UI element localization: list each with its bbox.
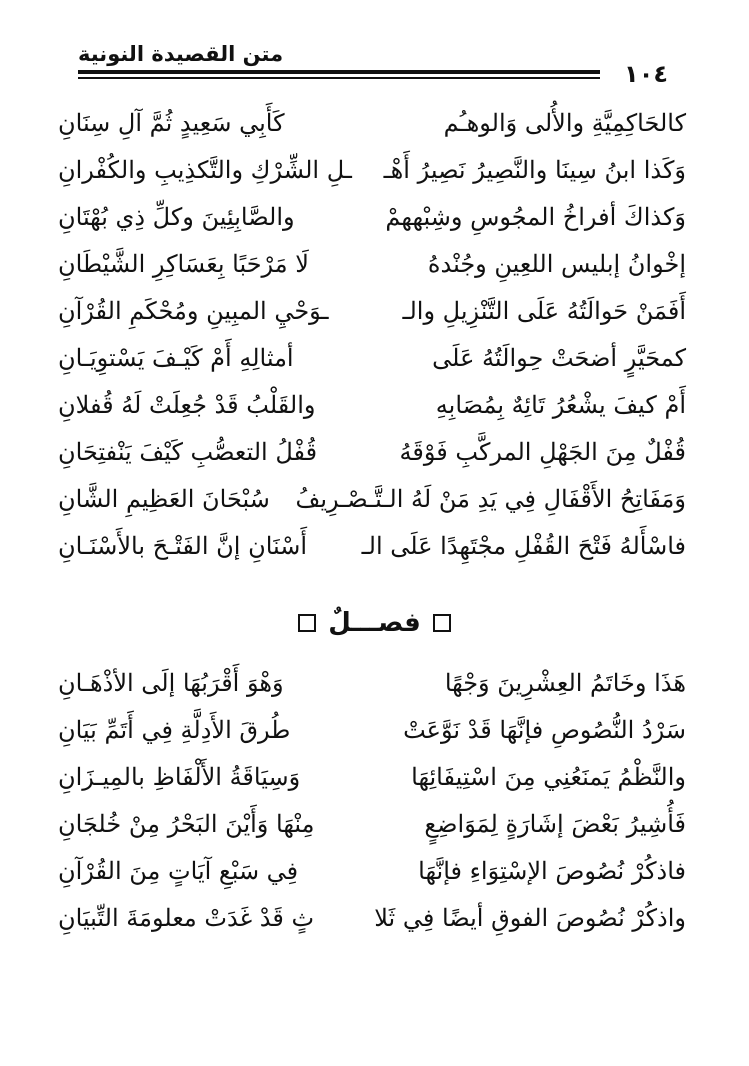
verse-line — [58, 382, 686, 429]
verse-second-hemistich: والصَّابِئِينَ وكلِّ ذِي بُهْتَانِ — [58, 203, 295, 231]
verse-line — [58, 100, 686, 147]
verse-second-hemistich: مِنْهَا وَأَيْنَ البَحْرُ مِنْ خُلجَانِ — [58, 810, 315, 838]
verse-second-hemistich: كَأَبِي سَعِيدٍ ثُمَّ آلِ سِنَانِ — [58, 109, 285, 137]
verse-second-hemistich: وَهْوَ أَقْرَبُهَا إلَى الأذْهَـانِ — [58, 669, 284, 697]
verse-line — [58, 660, 686, 707]
header-rule-thin — [78, 77, 600, 79]
poem-verses-bottom — [58, 660, 686, 942]
verse-second-hemistich: لَا مَرْحَبًا بِعَسَاكِرِ الشَّيْطَانِ — [58, 250, 309, 278]
verse-line — [58, 288, 686, 335]
verse-first-hemistich: فَأُشِيرُ بَعْضَ إشَارَةٍ لِمَوَاضِعٍ — [424, 810, 686, 838]
verse-line — [58, 241, 686, 288]
verse-first-hemistich: وَكَذا ابنُ سِينَا والنَّصِيرُ نَصِيرُ أَهْـ — [383, 156, 686, 184]
book-title: متن القصيدة النونية — [78, 42, 284, 66]
square-ornament-icon — [298, 614, 316, 632]
verse-line — [58, 523, 686, 570]
verse-second-hemistich: وَسِيَاقَةُ الأَلْفَاظِ بالمِيـزَانِ — [58, 763, 301, 791]
verse-first-hemistich: كالحَاكِمِيَّةِ والأُلى وَالوهـُم — [443, 109, 686, 137]
verse-second-hemistich: ثٍ قَدْ غَدَتْ معلومَةَ التِّبيَانِ — [58, 904, 315, 932]
verse-first-hemistich: قُفْلٌ مِنَ الجَهْلِ المركَّبِ فَوْقَهُ — [399, 438, 686, 466]
verse-second-hemistich: طُرقَ الأَدِلَّةِ فِي أَتَمِّ بَيَانِ — [58, 716, 291, 744]
page-header — [78, 42, 668, 88]
verse-line — [58, 335, 686, 382]
section-title: فصـــلٌ — [328, 608, 421, 638]
verse-line — [58, 476, 686, 523]
verse-first-hemistich: هَذَا وخَاتَمُ العِشْرِينَ وَجْهًا — [444, 669, 686, 697]
verse-line — [58, 707, 686, 754]
page-number: ١٠٤ — [624, 60, 668, 88]
verse-first-hemistich: واذكُرْ نُصُوصَ الفوقِ أيضًا فِي ثَلا — [374, 904, 686, 932]
verse-first-hemistich: وَمَفَاتِحُ الأَقْفَالِ فِي يَدِ مَنْ لَهُ الـتَّـصْـرِيفُ — [295, 485, 686, 513]
verse-first-hemistich: كمحَيَّرٍ أضحَتْ حِوالَتُهُ عَلَى — [432, 344, 686, 372]
verse-second-hemistich: ـوَحْيِ المبِينِ ومُحْكَمِ القُرْآنِ — [58, 297, 329, 325]
verse-second-hemistich: والقَلْبُ قَدْ جُعِلَتْ لَهُ قُفلانِ — [58, 391, 316, 419]
verse-first-hemistich: فاذكُرْ نُصُوصَ الإسْتِوَاءِ فإنَّهَا — [418, 857, 686, 885]
verse-line — [58, 754, 686, 801]
verse-first-hemistich: وَكذاكَ أفراخُ المجُوسِ وشِبْههمْ — [385, 203, 686, 231]
verse-line — [58, 801, 686, 848]
verse-second-hemistich: ـلِ الشِّرْكِ والتَّكذِيبِ والكُفْرانِ — [58, 156, 352, 184]
verse-line — [58, 848, 686, 895]
verse-second-hemistich: سُبْحَانَ العَظِيمِ الشَّانِ — [58, 485, 270, 513]
verse-first-hemistich: أَمْ كيفَ يشْعُرُ تَائِهٌ بِمُصَابِهِ — [435, 391, 686, 419]
verse-line — [58, 147, 686, 194]
verse-second-hemistich: أَسْنَانِ إنَّ الفَتْـحَ بالأَسْنَـانِ — [58, 532, 308, 560]
verse-first-hemistich: إخْوانُ إبليس اللعِينِ وجُنْدهُ — [427, 250, 686, 278]
square-ornament-icon — [433, 614, 451, 632]
verse-line — [58, 429, 686, 476]
verse-first-hemistich: والنَّظْمُ يَمنَعُنِي مِنَ اسْتِيفَائِهَا — [411, 763, 686, 791]
section-heading — [0, 598, 749, 648]
verse-line — [58, 194, 686, 241]
verse-second-hemistich: قُفْلُ التعصُّبِ كَيْفَ يَنْفتِحَانِ — [58, 438, 318, 466]
verse-second-hemistich: أمثالِهِ أَمْ كَيْـفَ يَسْتوِيَـانِ — [58, 344, 294, 372]
verse-first-hemistich: فاسْأَلهُ فَتْحَ القُفْلِ مجْتَهِدًا عَلَى الـ — [361, 532, 686, 560]
verse-line — [58, 895, 686, 942]
verse-first-hemistich: أَفَمَنْ حَوالَتُهُ عَلَى التَّنْزِيلِ والـ — [402, 297, 686, 325]
poem-verses-top — [58, 100, 686, 570]
verse-second-hemistich: فِي سَبْعِ آيَاتٍ مِنَ القُرْآنِ — [58, 857, 299, 885]
verse-first-hemistich: سَرْدُ النُّصُوصِ فإنَّهَا قَدْ نَوَّعَتْ — [403, 716, 686, 744]
header-rule-thick — [78, 70, 600, 74]
